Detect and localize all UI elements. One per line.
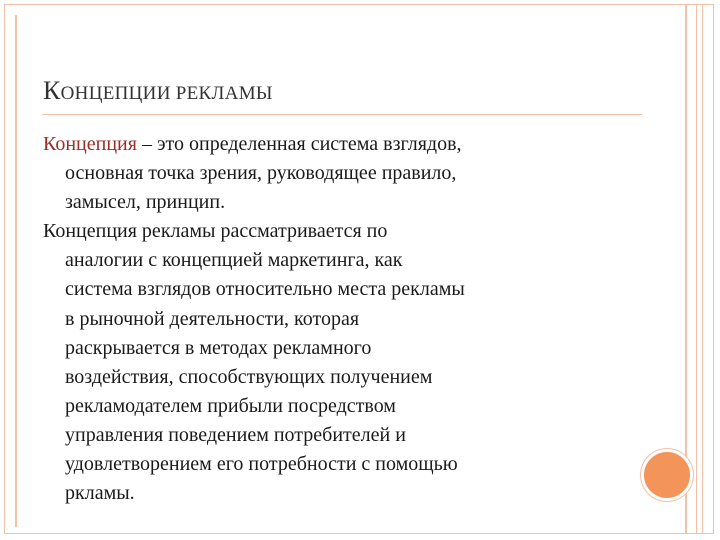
frame-right-line bbox=[696, 4, 697, 534]
title-rest: ОНЦЕПЦИИ РЕКЛАМЫ bbox=[60, 83, 273, 104]
paragraph-line: воздействия, способствующих получением bbox=[65, 365, 433, 388]
slide-body bbox=[43, 130, 643, 508]
frame-right-line bbox=[685, 4, 687, 534]
frame-right-line bbox=[702, 4, 703, 534]
decorative-circle bbox=[641, 449, 693, 501]
paragraph-line: раскрывается в методах рекламного bbox=[65, 336, 372, 359]
paragraph-line: замысел, принцип. bbox=[65, 191, 226, 214]
frame-left-line bbox=[15, 15, 17, 527]
paragraph-definition bbox=[43, 130, 643, 217]
paragraph-line: в рыночной деятельности, которая bbox=[65, 307, 360, 330]
title-first-letter: К bbox=[43, 76, 61, 105]
paragraph-line: удовлетворением его потребности с помощью bbox=[65, 453, 458, 476]
paragraph-line: основная точка зрения, руководящее правило, bbox=[65, 162, 457, 185]
slide-title bbox=[43, 76, 273, 106]
paragraph-line: управления поведением потребителей и bbox=[65, 423, 406, 446]
paragraph-line: рклaмы. bbox=[65, 482, 135, 505]
paragraph-line: аналогии с концепцией маркетинга, как bbox=[65, 249, 403, 272]
paragraph-text: – это определенная система взглядов, bbox=[136, 133, 462, 155]
term-highlight: Концепция bbox=[43, 133, 137, 155]
paragraph-advertising-concept bbox=[43, 217, 643, 508]
paragraph-line: система взглядов относительно места рекламы bbox=[65, 278, 465, 301]
paragraph-line: Концепция рекламы рассматривается по bbox=[43, 220, 388, 243]
paragraph-line: рекламодателем прибыли посредством bbox=[65, 394, 396, 417]
title-divider bbox=[42, 114, 642, 115]
paragraph-line bbox=[43, 130, 643, 159]
